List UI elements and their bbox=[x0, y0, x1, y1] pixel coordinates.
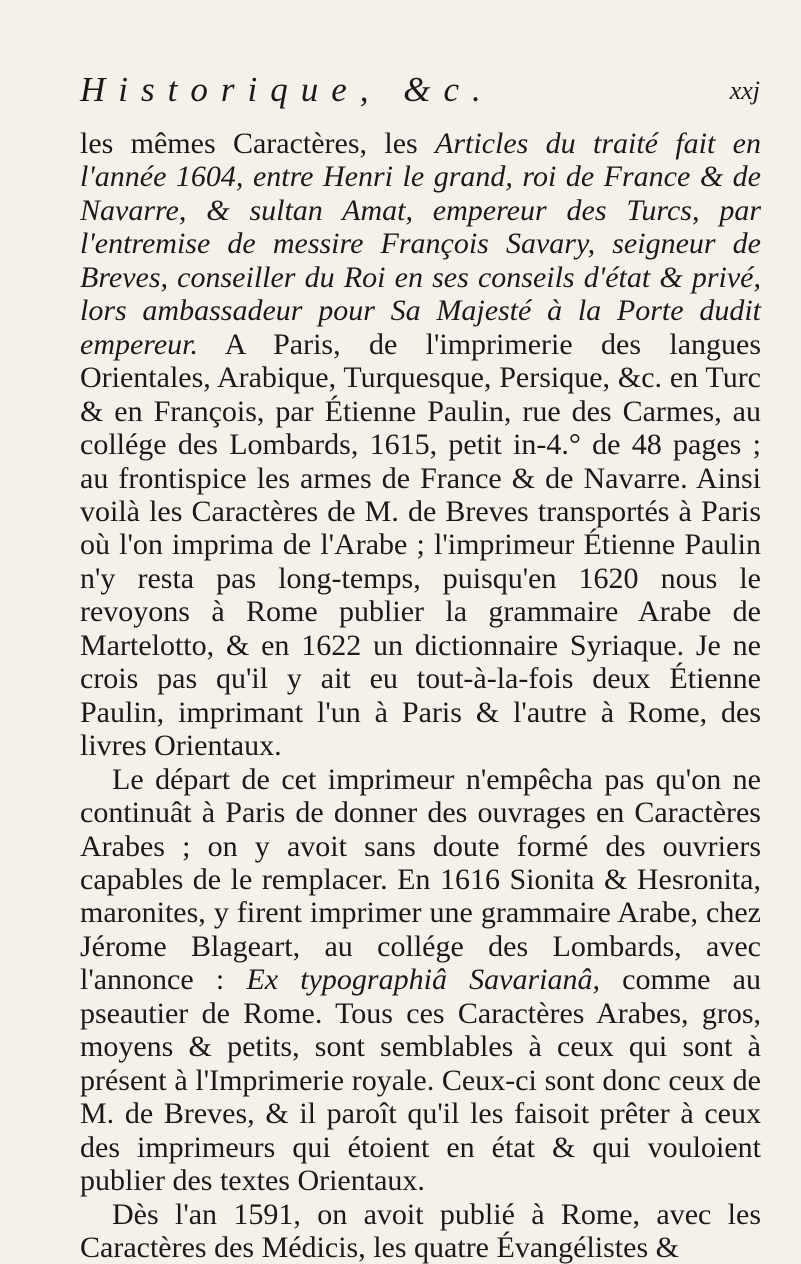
paragraph bbox=[80, 1198, 761, 1264]
text-run: Le départ de cet imprimeur n'empêcha pas qu'on ne continuât à Paris de donner des ouvrages en Caractères Arabes ; on y avoit sans doute formé des ouvriers capables de le remplacer. En 1616 Sionita & Hesronita, maronites, y firent imprimer une grammaire Arabe, chez Jérome Blageart, au collége des Lombards, avec l'annonce : bbox=[80, 763, 761, 997]
text-run: comme au pseautier de Rome. Tous ces Caractères Arabes, gros, moyens & petits, sont semblables à ceux qui sont à présent à l'Imprimerie royale. Ceux-ci sont donc ceux de M. de Breves, & il paroît qu'il les faisoit prêter à ceux des imprimeurs qui étoient en état & qui vouloient publier des textes Orientaux. bbox=[80, 963, 761, 1197]
page-number: xxj bbox=[730, 76, 760, 106]
paragraph bbox=[80, 763, 761, 1198]
body-text bbox=[80, 127, 761, 1264]
running-title: Historique, &c. bbox=[80, 70, 494, 110]
running-header bbox=[80, 70, 760, 120]
text-run: les mêmes Caractères, les bbox=[80, 127, 435, 160]
paragraph bbox=[80, 127, 761, 763]
italic-text-run: Ex typographiâ Savarianâ, bbox=[246, 963, 600, 996]
italic-text-run: Articles du traité fait en l'année 1604, entre Henri le grand, roi de France & de Navarre, & sultan Amat, empereur des Turcs, par l'entremise de messire François Savary, seigneur de Breves, conseiller du Roi en ses conseils d'état & privé, lors ambassadeur pour Sa Majesté à la Porte dudit empereur. bbox=[80, 127, 761, 361]
text-run: Dès l'an 1591, on avoit publié à Rome, avec les Caractères des Médicis, les quatre Évangélistes & bbox=[80, 1198, 761, 1264]
text-run: A Paris, de l'imprimerie des langues Orientales, Arabique, Turquesque, Persique, &c. en Turc & en François, par Étienne Paulin, rue des Carmes, au collége des Lombards, 1615, petit in-4.° de 48 pages ; au frontispice les armes de France & de Navarre. Ainsi voilà les Caractères de M. de Breves transportés à Paris où l'on imprima de l'Arabe ; l'imprimeur Étienne Paulin n'y resta pas long-temps, puisqu'en 1620 nous le revoyons à Rome publier la grammaire Arabe de Martelotto, & en 1622 un dictionnaire Syriaque. Je ne crois pas qu'il y ait eu tout-à-la-fois deux Étienne Paulin, imprimant l'un à Paris & l'autre à Rome, des livres Orientaux. bbox=[80, 328, 761, 762]
